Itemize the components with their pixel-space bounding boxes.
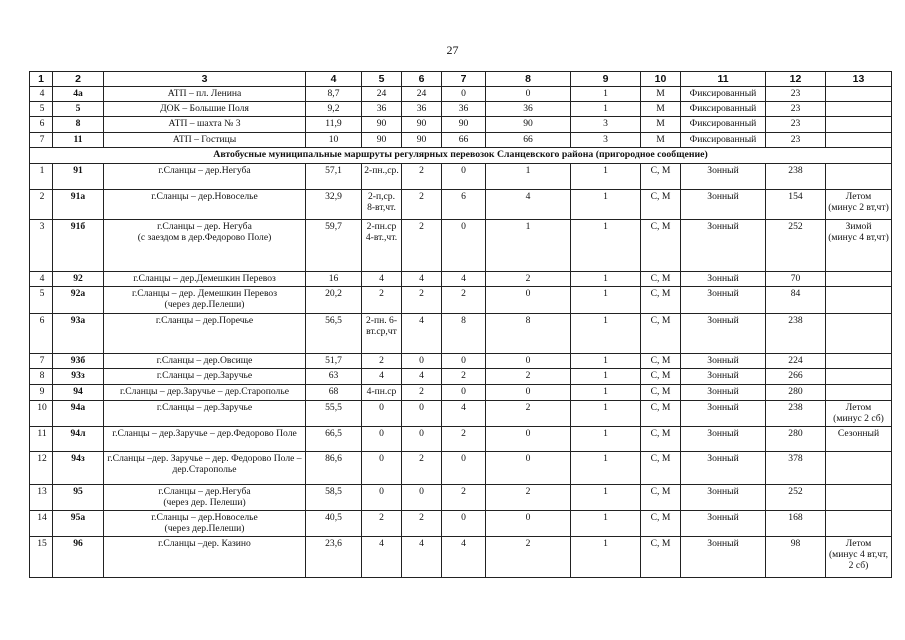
cell-c12: 238 — [766, 401, 826, 427]
cell-num: 9 — [30, 385, 53, 401]
table-row — [30, 354, 892, 369]
cell-c5: 2-п,ср. 8-вт,чт. — [362, 190, 402, 220]
cell-note — [826, 485, 892, 511]
cell-c12: 252 — [766, 485, 826, 511]
cell-c7: 0 — [442, 511, 486, 537]
cell-path: г.Сланцы – дер.Заручье — [104, 401, 306, 427]
cell-c12: 252 — [766, 220, 826, 272]
cell-c5: 2 — [362, 287, 402, 314]
cell-path: г.Сланцы – дер.Демешкин Перевоз — [104, 272, 306, 287]
cell-c5: 90 — [362, 133, 402, 148]
cell-c7: 4 — [442, 401, 486, 427]
cell-path: г.Сланцы – дер.Овсище — [104, 354, 306, 369]
cell-c6: 2 — [402, 452, 442, 485]
cell-c8: 1 — [486, 164, 571, 190]
cell-c9: 1 — [571, 164, 641, 190]
cell-type: М — [641, 117, 681, 133]
cell-tariff: Зонный — [681, 354, 766, 369]
cell-route: 93б — [53, 354, 104, 369]
cell-path: г.Сланцы – дер.Заручье – дер.Старополье — [104, 385, 306, 401]
cell-type: С, М — [641, 452, 681, 485]
cell-c5: 2-пн.ср 4-вт.,чт. — [362, 220, 402, 272]
cell-c5: 24 — [362, 87, 402, 102]
cell-c8: 0 — [486, 511, 571, 537]
cell-c12: 378 — [766, 452, 826, 485]
cell-tariff: Зонный — [681, 452, 766, 485]
cell-type: С, М — [641, 369, 681, 385]
cell-tariff: Зонный — [681, 220, 766, 272]
table-row — [30, 314, 892, 354]
cell-path: г.Сланцы – дер.Негуба (через дер. Пелеши) — [104, 485, 306, 511]
cell-c9: 1 — [571, 385, 641, 401]
cell-c12: 168 — [766, 511, 826, 537]
cell-tariff: Фиксированный — [681, 117, 766, 133]
cell-route: 92 — [53, 272, 104, 287]
cell-c12: 23 — [766, 133, 826, 148]
cell-path: г.Сланцы – дер.Негуба — [104, 164, 306, 190]
cell-c6: 0 — [402, 354, 442, 369]
cell-c5: 0 — [362, 485, 402, 511]
table-row — [30, 385, 892, 401]
cell-length: 16 — [306, 272, 362, 287]
cell-tariff: Зонный — [681, 369, 766, 385]
cell-c9: 1 — [571, 287, 641, 314]
cell-c12: 238 — [766, 164, 826, 190]
cell-c5: 36 — [362, 102, 402, 117]
cell-c9: 9 — [571, 72, 641, 87]
cell-tariff: Зонный — [681, 190, 766, 220]
cell-note — [826, 369, 892, 385]
cell-type: М — [641, 87, 681, 102]
cell-num: 7 — [30, 133, 53, 148]
cell-type: С, М — [641, 314, 681, 354]
cell-note: Сезонный — [826, 427, 892, 452]
cell-c8: 36 — [486, 102, 571, 117]
cell-route: 94а — [53, 401, 104, 427]
cell-route: 91б — [53, 220, 104, 272]
cell-route: 91а — [53, 190, 104, 220]
cell-c6: 6 — [402, 72, 442, 87]
cell-path: АТП – Гостицы — [104, 133, 306, 148]
cell-c8: 90 — [486, 117, 571, 133]
cell-note — [826, 385, 892, 401]
cell-c7: 0 — [442, 220, 486, 272]
cell-c8: 0 — [486, 354, 571, 369]
cell-path: г.Сланцы – дер.Новоселье (через дер.Пелеши) — [104, 511, 306, 537]
cell-note — [826, 314, 892, 354]
cell-path: 3 — [104, 72, 306, 87]
cell-route: 11 — [53, 133, 104, 148]
cell-tariff: Зонный — [681, 164, 766, 190]
cell-num: 11 — [30, 427, 53, 452]
cell-type: М — [641, 133, 681, 148]
cell-c7: 0 — [442, 452, 486, 485]
cell-c7: 2 — [442, 485, 486, 511]
cell-length: 11,9 — [306, 117, 362, 133]
table-row — [30, 133, 892, 148]
cell-length: 32,9 — [306, 190, 362, 220]
table-row — [30, 427, 892, 452]
cell-tariff: Фиксированный — [681, 87, 766, 102]
table-row — [30, 401, 892, 427]
cell-path: г.Сланцы – дер. Демешкин Перевоз (через дер.Пелеши) — [104, 287, 306, 314]
cell-note — [826, 117, 892, 133]
cell-c8: 1 — [486, 220, 571, 272]
table-row — [30, 369, 892, 385]
cell-c7: 8 — [442, 314, 486, 354]
cell-c8: 8 — [486, 314, 571, 354]
cell-num: 15 — [30, 537, 53, 578]
cell-c6: 2 — [402, 287, 442, 314]
cell-route: 95 — [53, 485, 104, 511]
cell-c12: 224 — [766, 354, 826, 369]
cell-c12: 266 — [766, 369, 826, 385]
cell-type: С, М — [641, 190, 681, 220]
cell-type: С, М — [641, 385, 681, 401]
cell-c9: 1 — [571, 190, 641, 220]
cell-num: 6 — [30, 314, 53, 354]
table-row — [30, 485, 892, 511]
cell-c12: 84 — [766, 287, 826, 314]
cell-note — [826, 164, 892, 190]
cell-c5: 4 — [362, 272, 402, 287]
cell-c8: 66 — [486, 133, 571, 148]
cell-num: 2 — [30, 190, 53, 220]
cell-c6: 4 — [402, 537, 442, 578]
table-row — [30, 287, 892, 314]
cell-path: АТП – пл. Ленина — [104, 87, 306, 102]
cell-c12: 280 — [766, 427, 826, 452]
cell-tariff: Фиксированный — [681, 133, 766, 148]
cell-c8: 4 — [486, 190, 571, 220]
cell-length: 68 — [306, 385, 362, 401]
cell-note: Летом (минус 2 сб) — [826, 401, 892, 427]
cell-path: г.Сланцы – дер.Новоселье — [104, 190, 306, 220]
cell-c6: 0 — [402, 401, 442, 427]
cell-length: 86,6 — [306, 452, 362, 485]
cell-length: 66,5 — [306, 427, 362, 452]
cell-c6: 2 — [402, 511, 442, 537]
cell-num: 10 — [30, 401, 53, 427]
cell-length: 57,1 — [306, 164, 362, 190]
cell-note — [826, 452, 892, 485]
table-row — [30, 537, 892, 578]
cell-tariff: Фиксированный — [681, 102, 766, 117]
cell-path: г.Сланцы – дер.Заручье – дер.Федорово Поле — [104, 427, 306, 452]
cell-c6: 24 — [402, 87, 442, 102]
cell-route: 95а — [53, 511, 104, 537]
cell-c6: 90 — [402, 117, 442, 133]
table-row — [30, 102, 892, 117]
cell-c9: 1 — [571, 272, 641, 287]
cell-c9: 1 — [571, 511, 641, 537]
cell-c5: 2-пн. 6-вт.ср,чт — [362, 314, 402, 354]
cell-c7: 36 — [442, 102, 486, 117]
cell-c9: 3 — [571, 117, 641, 133]
cell-c9: 1 — [571, 87, 641, 102]
cell-c6: 4 — [402, 272, 442, 287]
cell-c7: 0 — [442, 87, 486, 102]
cell-route: 94 — [53, 385, 104, 401]
cell-num: 13 — [30, 485, 53, 511]
cell-path: г.Сланцы –дер. Заручье – дер. Федорово Поле – дер.Старополье — [104, 452, 306, 485]
cell-length: 20,2 — [306, 287, 362, 314]
cell-length: 55,5 — [306, 401, 362, 427]
cell-c6: 36 — [402, 102, 442, 117]
cell-length: 4 — [306, 72, 362, 87]
cell-c12: 23 — [766, 87, 826, 102]
table-row — [30, 164, 892, 190]
cell-c8: 2 — [486, 537, 571, 578]
cell-c6: 0 — [402, 485, 442, 511]
cell-tariff: Зонный — [681, 272, 766, 287]
section-row — [30, 148, 892, 164]
cell-c5: 2 — [362, 511, 402, 537]
cell-c9: 1 — [571, 452, 641, 485]
cell-num: 7 — [30, 354, 53, 369]
cell-length: 58,5 — [306, 485, 362, 511]
cell-note — [826, 287, 892, 314]
cell-num: 5 — [30, 287, 53, 314]
cell-type: С, М — [641, 272, 681, 287]
table-row — [30, 511, 892, 537]
cell-c6: 0 — [402, 427, 442, 452]
cell-c6: 2 — [402, 164, 442, 190]
section-title: Автобусные муниципальные маршруты регулярных перевозок Сланцевского района (пригородное сообщение) — [30, 148, 892, 164]
cell-c7: 0 — [442, 164, 486, 190]
cell-note — [826, 511, 892, 537]
cell-num: 3 — [30, 220, 53, 272]
cell-c8: 0 — [486, 385, 571, 401]
cell-length: 51,7 — [306, 354, 362, 369]
cell-type: С, М — [641, 401, 681, 427]
table-row — [30, 117, 892, 133]
cell-c5: 2-пн.,ср. — [362, 164, 402, 190]
cell-path: г.Сланцы – дер.Поречье — [104, 314, 306, 354]
cell-c7: 4 — [442, 272, 486, 287]
cell-num: 8 — [30, 369, 53, 385]
cell-type: С, М — [641, 220, 681, 272]
cell-c5: 0 — [362, 401, 402, 427]
cell-c6: 4 — [402, 314, 442, 354]
cell-num: 4 — [30, 272, 53, 287]
cell-c8: 2 — [486, 401, 571, 427]
cell-path: г.Сланцы –дер. Казино — [104, 537, 306, 578]
cell-route: 91 — [53, 164, 104, 190]
table-row — [30, 452, 892, 485]
cell-route: 93а — [53, 314, 104, 354]
cell-route: 94з — [53, 452, 104, 485]
table-row — [30, 272, 892, 287]
table-row — [30, 87, 892, 102]
cell-c9: 1 — [571, 427, 641, 452]
cell-route: 93з — [53, 369, 104, 385]
cell-route: 4а — [53, 87, 104, 102]
cell-num: 6 — [30, 117, 53, 133]
cell-c5: 4 — [362, 537, 402, 578]
cell-type: С, М — [641, 164, 681, 190]
cell-note: Летом (минус 2 вт,чт) — [826, 190, 892, 220]
cell-length: 9,2 — [306, 102, 362, 117]
cell-type: С, М — [641, 287, 681, 314]
cell-c5: 4 — [362, 369, 402, 385]
cell-tariff: Зонный — [681, 385, 766, 401]
cell-type: С, М — [641, 485, 681, 511]
cell-length: 63 — [306, 369, 362, 385]
cell-c8: 0 — [486, 452, 571, 485]
cell-num: 4 — [30, 87, 53, 102]
cell-c5: 5 — [362, 72, 402, 87]
cell-length: 59,7 — [306, 220, 362, 272]
cell-route: 5 — [53, 102, 104, 117]
cell-c12: 23 — [766, 117, 826, 133]
cell-c5: 0 — [362, 452, 402, 485]
cell-c7: 90 — [442, 117, 486, 133]
cell-num: 12 — [30, 452, 53, 485]
cell-c7: 4 — [442, 537, 486, 578]
cell-type: С, М — [641, 537, 681, 578]
cell-type: С, М — [641, 354, 681, 369]
cell-length: 10 — [306, 133, 362, 148]
cell-num: 1 — [30, 72, 53, 87]
cell-note — [826, 354, 892, 369]
cell-c12: 280 — [766, 385, 826, 401]
cell-c7: 2 — [442, 427, 486, 452]
table-row — [30, 220, 892, 272]
cell-path: г.Сланцы – дер.Заручье — [104, 369, 306, 385]
cell-note — [826, 272, 892, 287]
cell-c12: 238 — [766, 314, 826, 354]
table-row — [30, 190, 892, 220]
page-number: 27 — [446, 43, 459, 57]
cell-note — [826, 133, 892, 148]
cell-c9: 1 — [571, 354, 641, 369]
cell-c5: 2 — [362, 354, 402, 369]
cell-c8: 2 — [486, 369, 571, 385]
cell-c8: 8 — [486, 72, 571, 87]
cell-c12: 154 — [766, 190, 826, 220]
cell-c5: 0 — [362, 427, 402, 452]
cell-path: ДОК – Большие Поля — [104, 102, 306, 117]
cell-c9: 1 — [571, 537, 641, 578]
routes-table — [29, 71, 892, 578]
cell-length: 40,5 — [306, 511, 362, 537]
cell-c12: 98 — [766, 537, 826, 578]
cell-c7: 6 — [442, 190, 486, 220]
cell-c6: 90 — [402, 133, 442, 148]
cell-c9: 1 — [571, 485, 641, 511]
cell-c6: 2 — [402, 190, 442, 220]
cell-c9: 3 — [571, 133, 641, 148]
cell-c8: 2 — [486, 485, 571, 511]
header-row — [30, 72, 892, 87]
cell-route: 92а — [53, 287, 104, 314]
cell-note — [826, 87, 892, 102]
cell-tariff: Зонный — [681, 427, 766, 452]
cell-c6: 2 — [402, 220, 442, 272]
cell-c7: 2 — [442, 369, 486, 385]
cell-num: 14 — [30, 511, 53, 537]
cell-length: 23,6 — [306, 537, 362, 578]
cell-num: 1 — [30, 164, 53, 190]
cell-tariff: Зонный — [681, 401, 766, 427]
cell-c12: 12 — [766, 72, 826, 87]
cell-length: 56,5 — [306, 314, 362, 354]
cell-tariff: Зонный — [681, 314, 766, 354]
cell-tariff: Зонный — [681, 287, 766, 314]
cell-type: С, М — [641, 427, 681, 452]
cell-c6: 4 — [402, 369, 442, 385]
cell-note — [826, 102, 892, 117]
cell-note: Зимой (минус 4 вт,чт) — [826, 220, 892, 272]
cell-tariff: Зонный — [681, 485, 766, 511]
cell-c5: 4-пн.ср — [362, 385, 402, 401]
cell-tariff: 11 — [681, 72, 766, 87]
cell-c7: 66 — [442, 133, 486, 148]
cell-c7: 2 — [442, 287, 486, 314]
cell-c8: 2 — [486, 272, 571, 287]
cell-c5: 90 — [362, 117, 402, 133]
cell-type: М — [641, 102, 681, 117]
cell-tariff: Зонный — [681, 537, 766, 578]
cell-c9: 1 — [571, 314, 641, 354]
cell-c9: 1 — [571, 220, 641, 272]
cell-route: 96 — [53, 537, 104, 578]
cell-path: г.Сланцы – дер. Негуба (с заездом в дер.Федорово Поле) — [104, 220, 306, 272]
cell-type: 10 — [641, 72, 681, 87]
cell-c7: 7 — [442, 72, 486, 87]
cell-c9: 1 — [571, 401, 641, 427]
cell-c12: 23 — [766, 102, 826, 117]
cell-num: 5 — [30, 102, 53, 117]
cell-c8: 0 — [486, 427, 571, 452]
cell-route: 94л — [53, 427, 104, 452]
cell-c9: 1 — [571, 369, 641, 385]
cell-c8: 0 — [486, 287, 571, 314]
cell-type: С, М — [641, 511, 681, 537]
cell-tariff: Зонный — [681, 511, 766, 537]
cell-note: 13 — [826, 72, 892, 87]
cell-c12: 70 — [766, 272, 826, 287]
cell-c6: 2 — [402, 385, 442, 401]
cell-c9: 1 — [571, 102, 641, 117]
cell-path: АТП – шахта № 3 — [104, 117, 306, 133]
cell-c7: 0 — [442, 385, 486, 401]
cell-route: 8 — [53, 117, 104, 133]
cell-note: Летом (минус 4 вт,чт, 2 сб) — [826, 537, 892, 578]
cell-length: 8,7 — [306, 87, 362, 102]
cell-c7: 0 — [442, 354, 486, 369]
cell-route: 2 — [53, 72, 104, 87]
cell-c8: 0 — [486, 87, 571, 102]
